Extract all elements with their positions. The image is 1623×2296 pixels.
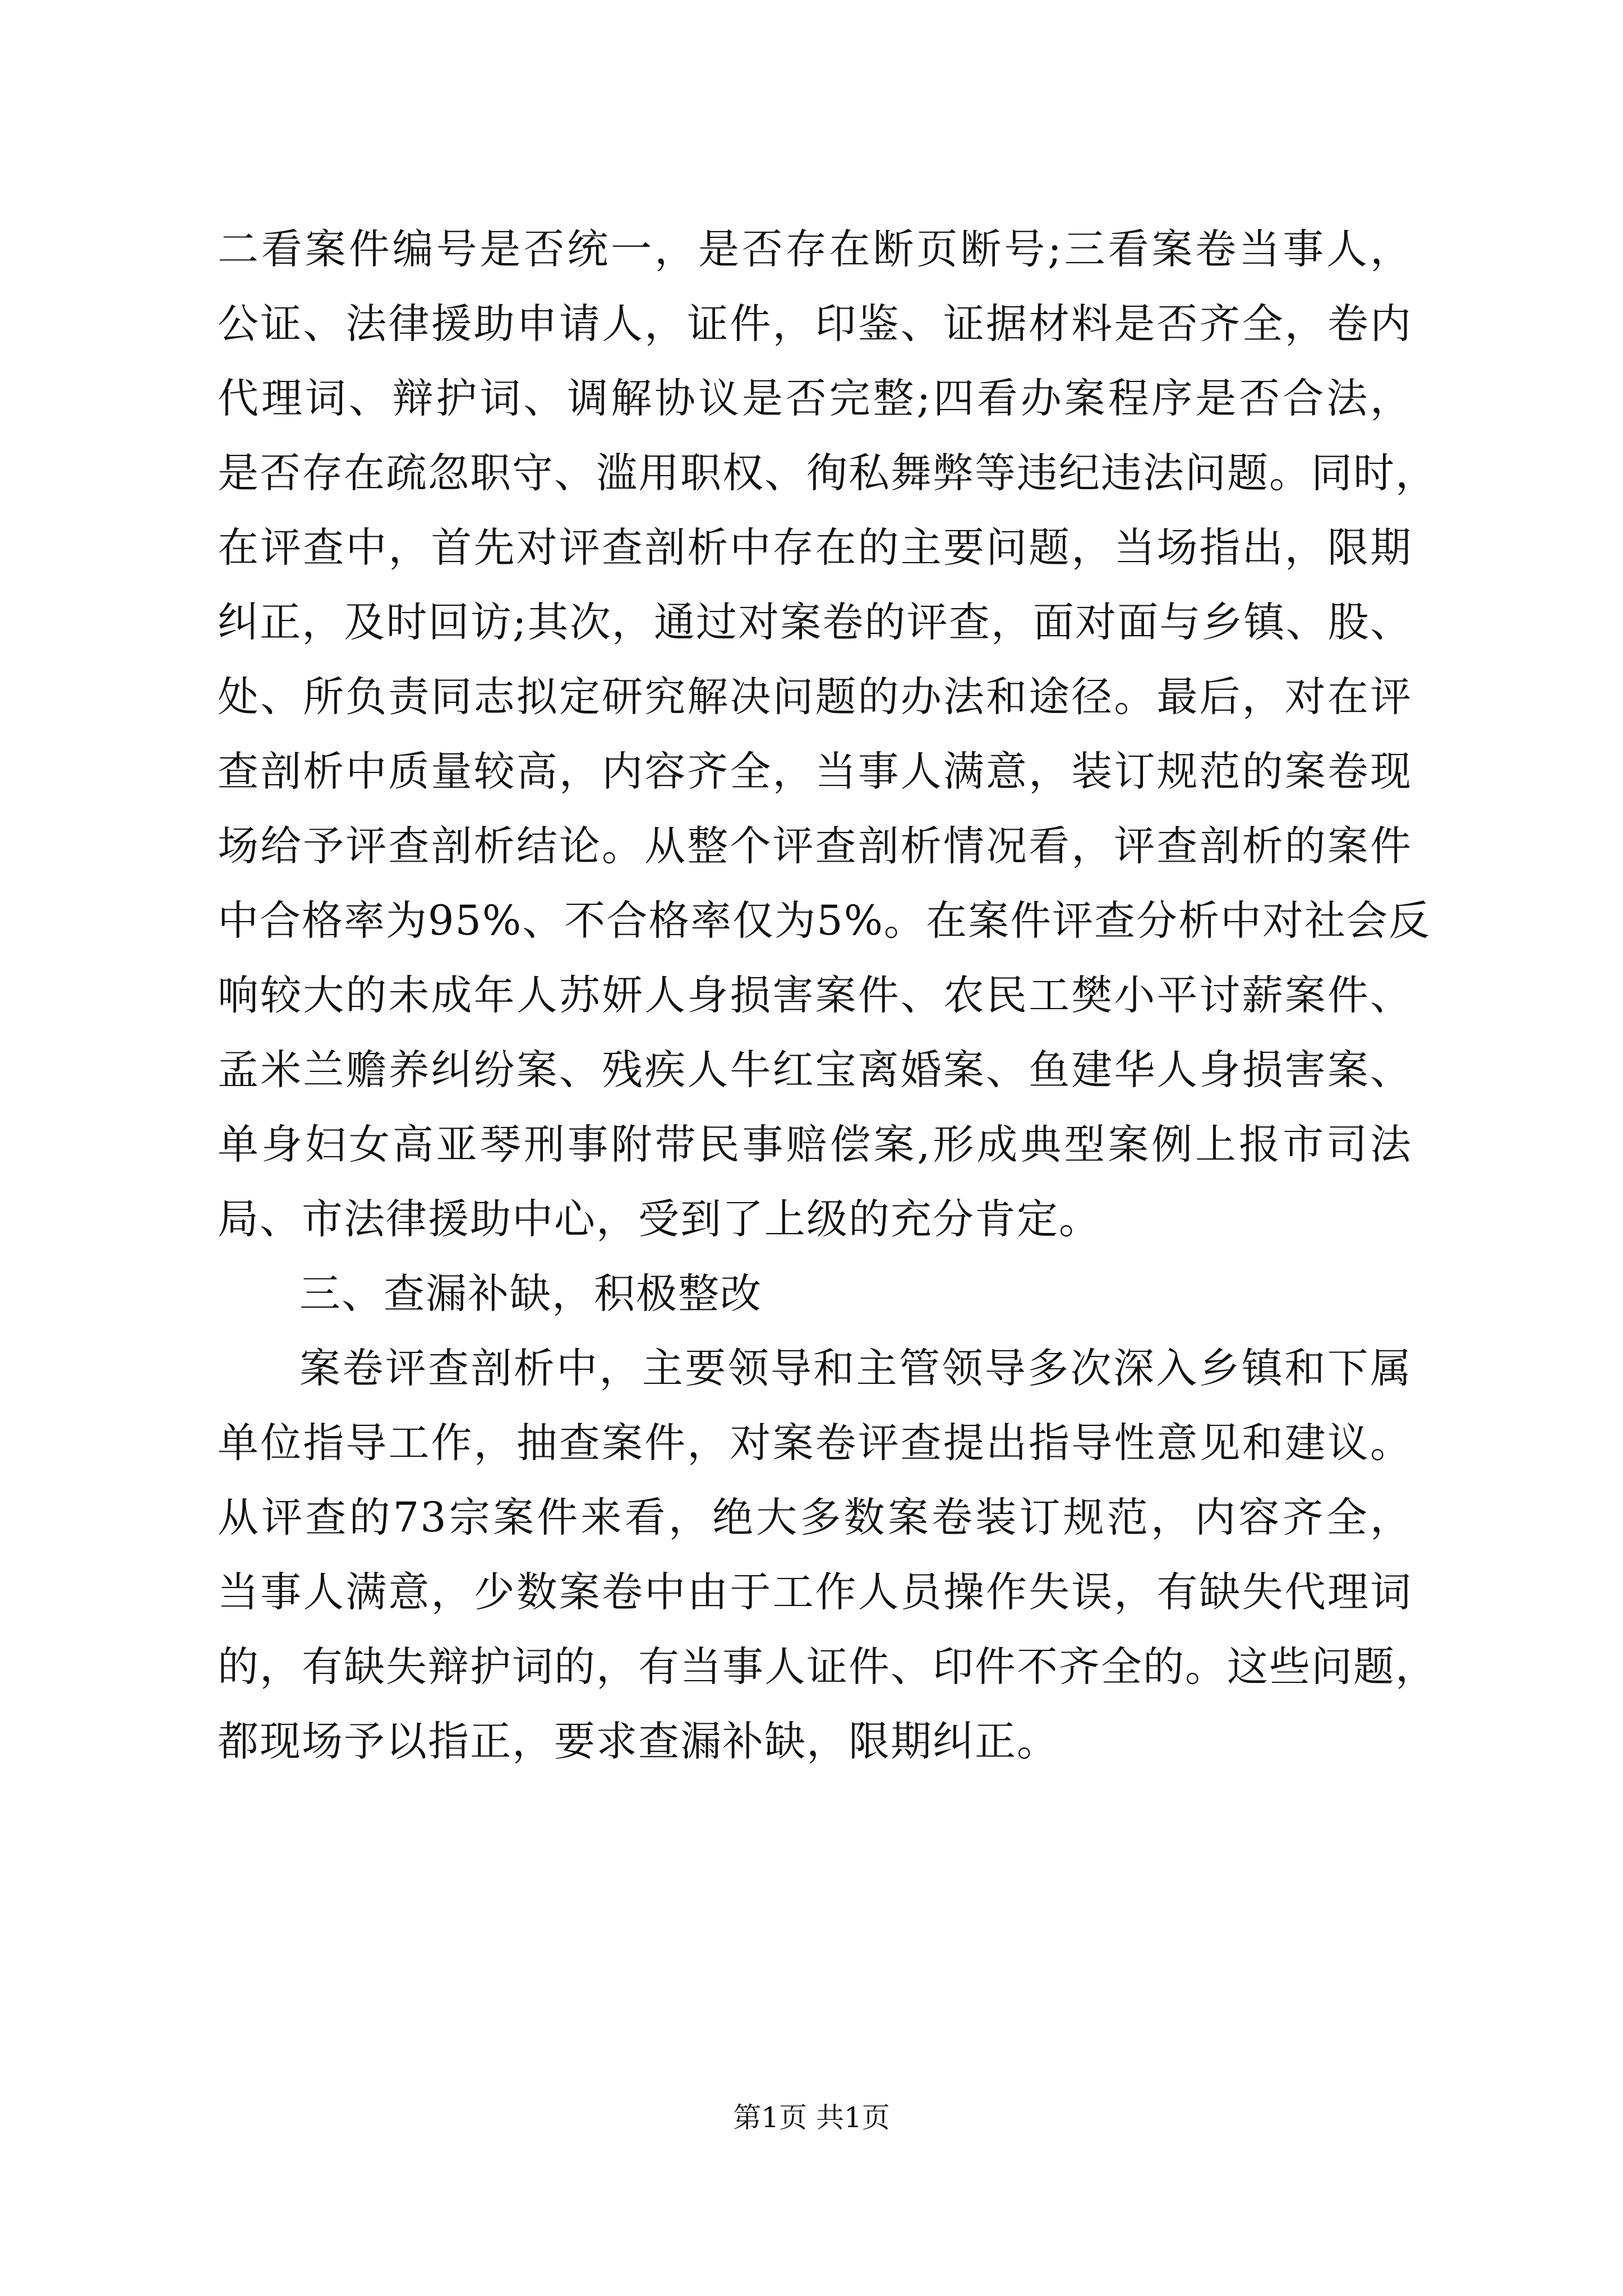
text-line: 孟米兰赡养纠纷案、残疾人牛红宝离婚案、鱼建华人身损害案、 [218, 1046, 1412, 1094]
text-line: 当事人满意，少数案卷中由于工作人员操作失误，有缺失代理词 [218, 1568, 1412, 1616]
text-line: 响较大的未成年人苏妍人身损害案件、农民工樊小平讨薪案件、 [218, 972, 1412, 1019]
page-number: 第1页 共1页 [733, 2101, 890, 2134]
text-line: 的，有缺失辩护词的，有当事人证件、印件不齐全的。这些问题， [218, 1643, 1437, 1691]
text-line: 处、所负责同志拟定研究解决问题的办法和途径。最后，对在评 [218, 673, 1412, 721]
text-line: 单身妇女高亚琴刑事附带民事赔偿案,形成典型案例上报市司法 [218, 1121, 1412, 1168]
text-line: 公证、法律援助申请人，证件，印鉴、证据材料是否齐全，卷内 [218, 300, 1412, 348]
text-line: 都现场予以指正，要求查漏补缺，限期纠正。 [218, 1718, 1059, 1765]
text-line: 在评查中，首先对评查剖析中存在的主要问题，当场指出，限期 [218, 524, 1412, 572]
text-line: 中合格率为95%、不合格率仅为5%。在案件评查分析中对社会反 [218, 897, 1431, 945]
text-line: 局、市法律援助中心，受到了上级的充分肯定。 [218, 1195, 1101, 1243]
text-line: 查剖析中质量较高，内容齐全，当事人满意，装订规范的案卷现 [218, 748, 1412, 795]
text-line: 纠正，及时回访;其次，通过对案卷的评查，面对面与乡镇、股、 [218, 599, 1412, 646]
text-line: 代理词、辩护词、调解协议是否完整;四看办案程序是否合法， [218, 375, 1412, 422]
text-line: 是否存在疏忽职守、滥用职权、徇私舞弊等违纪违法问题。同时， [218, 449, 1437, 497]
document-body [218, 212, 1437, 1779]
page-footer [0, 2098, 1623, 2137]
text-line: 场给予评查剖析结论。从整个评查剖析情况看，评查剖析的案件 [218, 822, 1412, 870]
section-heading: 三、查漏补缺，积极整改 [299, 1270, 762, 1318]
text-line: 二看案件编号是否统一，是否存在断页断号;三看案卷当事人， [218, 226, 1412, 273]
text-line: 从评查的73宗案件来看，绝大多数案卷装订规范，内容齐全， [218, 1494, 1412, 1542]
text-line: 案卷评查剖析中，主要领导和主管领导多次深入乡镇和下属 [299, 1345, 1412, 1392]
text-line: 单位指导工作，抽查案件，对案卷评查提出指导性意见和建议。 [218, 1419, 1412, 1467]
